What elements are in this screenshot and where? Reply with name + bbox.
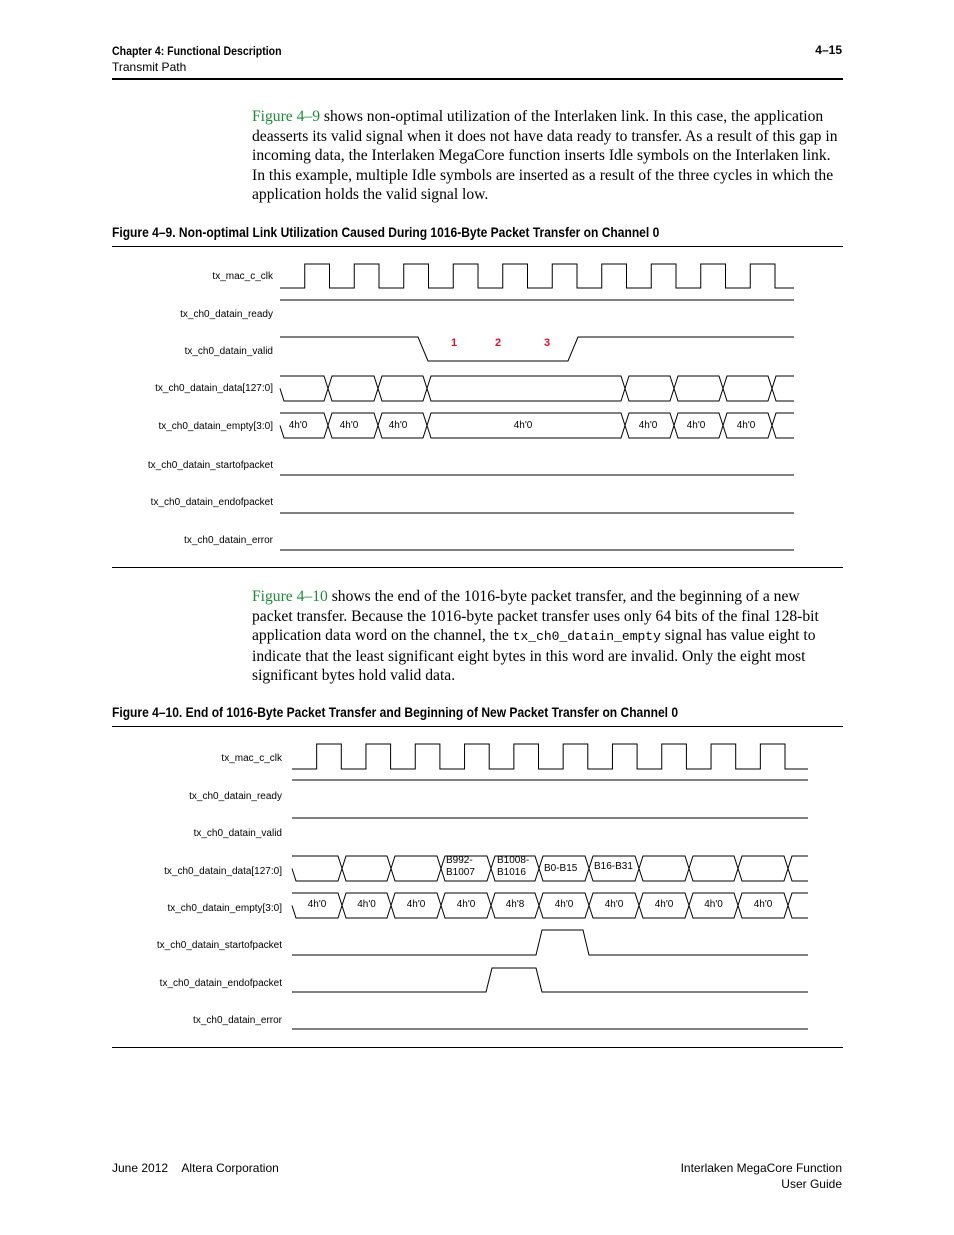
figure-4-10-timing-diagram: [112, 727, 843, 1047]
footer-company: Altera Corporation: [181, 1161, 279, 1175]
footer-left: [112, 1160, 279, 1176]
paragraph-2-text-b: signal has value eight to indicate that the least significant eight bytes in this word are invalid. Only the eight most significant bytes hold valid data.: [252, 627, 816, 685]
data-bus-waveform: [280, 376, 794, 401]
clock-waveform: [280, 264, 794, 288]
paragraph-2: [252, 587, 844, 686]
signal-label-tx-ch0-datain-error: tx_ch0_datain_error: [193, 1015, 282, 1026]
empty-value-1: 4h'0: [288, 420, 308, 431]
signal-label-tx-ch0-datain-startofpacket: tx_ch0_datain_startofpacket: [147, 460, 273, 471]
signal-label-tx-ch0-datain-valid: tx_ch0_datain_valid: [193, 828, 282, 839]
footer-doc-type: User Guide: [781, 1177, 842, 1191]
section-title: Transmit Path: [112, 60, 187, 74]
empty-value-3: 4h'0: [406, 899, 426, 910]
page-number: 4–15: [815, 43, 842, 57]
figure-4-10-link[interactable]: Figure 4–10: [252, 588, 328, 605]
data-value-4: B16-B31: [594, 861, 633, 872]
empty-value-5: 4h'8: [505, 899, 525, 910]
empty-value-4: 4h'0: [513, 420, 533, 431]
footer-date: June 2012: [112, 1161, 169, 1175]
empty-value-9: 4h'0: [704, 899, 723, 910]
idle-cycle-marker-3: 3: [544, 337, 551, 349]
figure-4-9-link[interactable]: Figure 4–9: [252, 108, 321, 125]
signal-label-tx-ch0-datain-ready: tx_ch0_datain_ready: [180, 309, 273, 320]
paragraph-2-text-a: shows the end of the 1016-byte packet transfer, and the beginning of a new packet transfer. Because the 1016-byte packet transfer uses only 64 bits of the final 128-bit application data word on the channel, the: [252, 588, 819, 645]
signal-label-tx-ch0-datain-data-127-0-: tx_ch0_datain_data[127:0]: [155, 383, 273, 394]
figure-4-10-bottom-rule: [112, 1047, 843, 1048]
empty-value-6: 4h'0: [554, 899, 574, 910]
startofpacket-waveform: [292, 930, 808, 955]
data-value-1: B992- B1007: [446, 855, 475, 878]
idle-cycle-marker-2: 2: [495, 337, 502, 349]
paragraph-1: [252, 107, 844, 205]
idle-cycle-marker-1: 1: [451, 337, 458, 349]
figure-4-9-caption: Figure 4–9. Non-optimal Link Utilization Caused During 1016-Byte Packet Transfer on Channel 0: [112, 224, 660, 240]
empty-value-7: 4h'0: [604, 899, 624, 910]
empty-value-1: 4h'0: [307, 899, 327, 910]
empty-value-4: 4h'0: [456, 899, 476, 910]
empty-value-10: 4h'0: [753, 899, 773, 910]
footer-doc-title: Interlaken MegaCore Function: [680, 1161, 842, 1175]
signal-label-tx-ch0-datain-valid: tx_ch0_datain_valid: [184, 346, 273, 357]
running-header: [112, 43, 305, 75]
footer-right: [681, 1160, 842, 1192]
header-rule: [112, 78, 843, 80]
signal-label-tx-ch0-datain-empty-3-0-: tx_ch0_datain_empty[3:0]: [158, 421, 273, 432]
endofpacket-waveform: [292, 968, 808, 992]
clock-waveform: [292, 744, 808, 769]
data-value-2: B1008- B1016: [497, 855, 530, 878]
signal-name-code: tx_ch0_datain_empty: [512, 629, 661, 645]
empty-value-2: 4h'0: [357, 899, 376, 910]
valid-waveform: [280, 337, 794, 361]
figure-4-9-waveforms: [112, 247, 843, 567]
empty-value-8: 4h'0: [654, 899, 674, 910]
signal-label-tx-ch0-datain-ready: tx_ch0_datain_ready: [189, 791, 282, 802]
signal-label-tx-mac-c-clk: tx_mac_c_clk: [212, 271, 273, 282]
signal-label-tx-ch0-datain-startofpacket: tx_ch0_datain_startofpacket: [156, 940, 282, 951]
empty-value-7: 4h'0: [736, 420, 756, 431]
data-value-3: B0-B15: [544, 863, 578, 874]
signal-label-tx-ch0-datain-data-127-0-: tx_ch0_datain_data[127:0]: [164, 866, 282, 877]
chapter-title: Chapter 4: Functional Description: [112, 44, 282, 58]
signal-label-tx-ch0-datain-endofpacket: tx_ch0_datain_endofpacket: [150, 497, 273, 508]
empty-value-3: 4h'0: [388, 420, 408, 431]
figure-4-10-waveforms: [112, 727, 843, 1047]
empty-value-6: 4h'0: [686, 420, 706, 431]
signal-label-tx-mac-c-clk: tx_mac_c_clk: [221, 753, 282, 764]
signal-label-tx-ch0-datain-error: tx_ch0_datain_error: [184, 535, 273, 546]
signal-label-tx-ch0-datain-endofpacket: tx_ch0_datain_endofpacket: [159, 978, 282, 989]
figure-4-9-bottom-rule: [112, 567, 843, 568]
signal-label-tx-ch0-datain-empty-3-0-: tx_ch0_datain_empty[3:0]: [167, 903, 282, 914]
empty-value-2: 4h'0: [339, 420, 359, 431]
empty-value-5: 4h'0: [638, 420, 658, 431]
figure-4-9-timing-diagram: [112, 247, 843, 567]
figure-4-10-caption: Figure 4–10. End of 1016-Byte Packet Transfer and Beginning of New Packet Transfer on Channel 0: [112, 704, 679, 720]
paragraph-1-text: shows non-optimal utilization of the Interlaken link. In this case, the application deasserts its valid signal when it does not have data ready to transfer. As a result of this gap in incoming data, the Interlaken MegaCore function inserts Idle symbols on the Interlaken link. In this example, multiple Idle symbols are inserted as a result of the three cycles in which the application holds the valid signal low.: [252, 108, 838, 204]
